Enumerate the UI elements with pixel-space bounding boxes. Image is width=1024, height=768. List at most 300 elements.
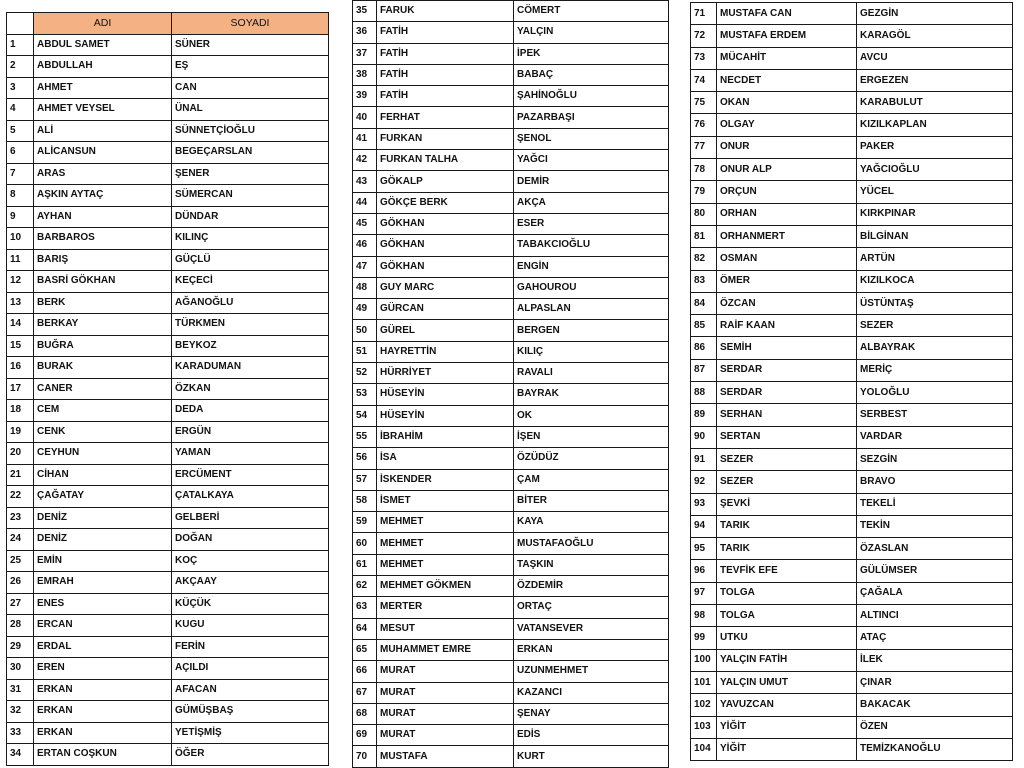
first-name-cell: ORÇUN [717,181,857,203]
table-row [691,404,1013,426]
last-name-cell: SÜNNETÇİOĞLU [172,120,329,142]
first-name-cell: CANER [34,378,172,400]
first-name-cell: BASRİ GÖKHAN [34,271,172,293]
first-name-cell: SEZER [717,448,857,470]
first-name-cell: NECDET [717,69,857,91]
table-row [353,43,669,64]
table-row [353,725,669,746]
first-name-cell: SEMİH [717,337,857,359]
first-name-cell: İSMET [377,490,514,511]
table-row [691,716,1013,738]
last-name-cell: YALÇIN [514,22,669,43]
row-number-cell: 30 [7,658,34,680]
row-number-cell: 75 [691,92,717,114]
first-name-cell: GÖKHAN [377,213,514,234]
first-name-cell: EMRAH [34,572,172,594]
last-name-cell: YETİŞMİŞ [172,722,329,744]
row-number-cell: 9 [7,206,34,228]
table-row [7,443,329,465]
first-name-cell: ABDUL SAMET [34,34,172,56]
table-row [691,448,1013,470]
table-row [7,163,329,185]
row-number-cell: 68 [353,703,377,724]
table-row [353,277,669,298]
header-row [7,13,329,35]
last-name-cell: BAYRAK [514,384,669,405]
last-name-cell: PAZARBAŞI [514,107,669,128]
table-row [7,486,329,508]
table-row [7,314,329,336]
row-number-cell: 43 [353,171,377,192]
table-row [7,722,329,744]
last-name-cell: ERGEZEN [857,69,1013,91]
last-name-cell: KUGU [172,615,329,637]
row-number-cell: 84 [691,292,717,314]
first-name-cell: ABDULLAH [34,56,172,78]
first-name-cell: EMİN [34,550,172,572]
first-name-cell: CİHAN [34,464,172,486]
row-number-cell: 2 [7,56,34,78]
last-name-cell: ŞENER [172,163,329,185]
roster-table-part-2 [352,0,669,768]
table-row [691,382,1013,404]
first-name-cell: ŞEVKİ [717,493,857,515]
last-name-cell: GÜÇLÜ [172,249,329,271]
row-number-cell: 56 [353,448,377,469]
row-number-cell: 80 [691,203,717,225]
row-number-cell: 54 [353,405,377,426]
table-row [7,615,329,637]
last-name-cell: GEZGİN [857,3,1013,25]
row-number-cell: 69 [353,725,377,746]
last-name-cell: DÜNDAR [172,206,329,228]
first-name-cell: RAİF KAAN [717,315,857,337]
last-name-cell: SÜNER [172,34,329,56]
first-name-cell: MEHMET GÖKMEN [377,576,514,597]
row-number-cell: 25 [7,550,34,572]
first-name-cell: AŞKIN AYTAÇ [34,185,172,207]
first-name-cell: ERCAN [34,615,172,637]
row-number-cell: 72 [691,25,717,47]
last-name-cell: KARAGÖL [857,25,1013,47]
table-row [691,560,1013,582]
last-name-cell: RAVALI [514,363,669,384]
last-name-cell: ÜSTÜNTAŞ [857,292,1013,314]
last-name-cell: BEYKOZ [172,335,329,357]
row-number-cell: 34 [7,744,34,766]
table-row [691,47,1013,69]
last-name-cell: YOLOĞLU [857,382,1013,404]
first-name-cell: MEHMET [377,533,514,554]
last-name-cell: İLEK [857,649,1013,671]
last-name-cell: MUSTAFAOĞLU [514,533,669,554]
first-name-cell: ERDAL [34,636,172,658]
table-row [7,292,329,314]
last-name-cell: GÜLÜMSER [857,560,1013,582]
table-row [691,493,1013,515]
last-name-cell: EŞ [172,56,329,78]
table-row [691,515,1013,537]
last-name-cell: DOĞAN [172,529,329,551]
row-number-cell: 65 [353,639,377,660]
table-row [7,507,329,529]
last-name-cell: SEZER [857,315,1013,337]
row-number-cell: 6 [7,142,34,164]
table-row [691,359,1013,381]
last-name-cell: SEZGİN [857,448,1013,470]
last-name-cell: ESER [514,213,669,234]
first-name-cell: FATİH [377,86,514,107]
first-name-cell: AYHAN [34,206,172,228]
table-row [353,703,669,724]
table-row [691,3,1013,25]
first-name-cell: YAVUZCAN [717,694,857,716]
first-name-cell: MESUT [377,618,514,639]
last-name-cell: ALPASLAN [514,299,669,320]
first-name-cell: SERHAN [717,404,857,426]
row-number-cell: 35 [353,1,377,22]
first-name-cell: TOLGA [717,582,857,604]
first-name-cell: ALİ [34,120,172,142]
first-name-cell: DENİZ [34,529,172,551]
table-row [353,512,669,533]
table-row [353,341,669,362]
last-name-cell: KARADUMAN [172,357,329,379]
row-number-cell: 85 [691,315,717,337]
first-name-cell: FARUK [377,1,514,22]
first-name-cell: MÜCAHİT [717,47,857,69]
row-number-cell: 21 [7,464,34,486]
table-row [353,150,669,171]
roster-table-part-3 [690,2,1013,761]
table-row [7,593,329,615]
table-row [7,99,329,121]
table-row [7,206,329,228]
last-name-cell: ÇINAR [857,671,1013,693]
table-row [353,639,669,660]
row-number-cell: 86 [691,337,717,359]
last-name-cell: KEÇECİ [172,271,329,293]
table-row [353,746,669,767]
last-name-cell: OK [514,405,669,426]
first-name-cell: ERTAN COŞKUN [34,744,172,766]
table-row [691,225,1013,247]
first-name-cell: UTKU [717,627,857,649]
row-number-cell: 82 [691,248,717,270]
first-name-cell: YİĞİT [717,738,857,760]
row-number-cell: 4 [7,99,34,121]
first-name-cell: MURAT [377,725,514,746]
row-number-cell: 57 [353,469,377,490]
row-number-cell: 23 [7,507,34,529]
row-number-cell: 14 [7,314,34,336]
row-number-cell: 55 [353,426,377,447]
row-number-cell: 78 [691,159,717,181]
row-number-cell: 98 [691,605,717,627]
first-name-cell: BARBAROS [34,228,172,250]
first-name-cell: ÖMER [717,270,857,292]
row-number-cell: 42 [353,150,377,171]
table-row [353,618,669,639]
first-name-cell: DENİZ [34,507,172,529]
table-row [691,270,1013,292]
header-first-name: ADI [34,13,172,35]
last-name-cell: ERKAN [514,639,669,660]
first-name-cell: ERKAN [34,701,172,723]
row-number-cell: 41 [353,128,377,149]
last-name-cell: İŞEN [514,426,669,447]
row-number-cell: 64 [353,618,377,639]
table-row [353,107,669,128]
first-name-cell: FURKAN TALHA [377,150,514,171]
row-number-cell: 17 [7,378,34,400]
table-row [353,128,669,149]
last-name-cell: ÇATALKAYA [172,486,329,508]
table-row [7,572,329,594]
row-number-cell: 81 [691,225,717,247]
table-row [691,136,1013,158]
first-name-cell: BERK [34,292,172,314]
first-name-cell: CEM [34,400,172,422]
last-name-cell: KARABULUT [857,92,1013,114]
row-number-cell: 12 [7,271,34,293]
last-name-cell: FERİN [172,636,329,658]
first-name-cell: MUSTAFA CAN [717,3,857,25]
row-number-cell: 10 [7,228,34,250]
table-row [353,661,669,682]
table-row [7,400,329,422]
table-row [7,464,329,486]
row-number-cell: 83 [691,270,717,292]
last-name-cell: KIZILKAPLAN [857,114,1013,136]
row-number-cell: 20 [7,443,34,465]
header-corner-cell [7,13,34,35]
row-number-cell: 104 [691,738,717,760]
table-row [7,744,329,766]
row-number-cell: 95 [691,538,717,560]
last-name-cell: AFACAN [172,679,329,701]
last-name-cell: MERİÇ [857,359,1013,381]
first-name-cell: İSA [377,448,514,469]
table-row [691,649,1013,671]
row-number-cell: 66 [353,661,377,682]
last-name-cell: KIZILKOCA [857,270,1013,292]
table-row [7,335,329,357]
row-number-cell: 100 [691,649,717,671]
row-number-cell: 26 [7,572,34,594]
table-row [353,235,669,256]
last-name-cell: BABAÇ [514,64,669,85]
row-number-cell: 94 [691,515,717,537]
row-number-cell: 103 [691,716,717,738]
first-name-cell: YALÇIN FATİH [717,649,857,671]
last-name-cell: ENGİN [514,256,669,277]
row-number-cell: 37 [353,43,377,64]
table-row [353,405,669,426]
row-number-cell: 15 [7,335,34,357]
row-number-cell: 32 [7,701,34,723]
row-number-cell: 3 [7,77,34,99]
table-row [353,22,669,43]
row-number-cell: 77 [691,136,717,158]
table-row [7,77,329,99]
row-number-cell: 51 [353,341,377,362]
last-name-cell: GÜMÜŞBAŞ [172,701,329,723]
table-row [353,533,669,554]
table-row [353,1,669,22]
row-number-cell: 93 [691,493,717,515]
table-row [7,271,329,293]
last-name-cell: KAZANCI [514,682,669,703]
first-name-cell: İBRAHİM [377,426,514,447]
row-number-cell: 28 [7,615,34,637]
first-name-cell: MEHMET [377,512,514,533]
first-name-cell: ÇAĞATAY [34,486,172,508]
first-name-cell: OKAN [717,92,857,114]
header-last-name: SOYADI [172,13,329,35]
last-name-cell: ALTINCI [857,605,1013,627]
last-name-cell: ÇAM [514,469,669,490]
first-name-cell: FERHAT [377,107,514,128]
row-number-cell: 92 [691,471,717,493]
table-row [7,378,329,400]
last-name-cell: SÜMERCAN [172,185,329,207]
table-row [353,448,669,469]
first-name-cell: CEYHUN [34,443,172,465]
table-row [691,114,1013,136]
last-name-cell: PAKER [857,136,1013,158]
row-number-cell: 61 [353,554,377,575]
row-number-cell: 52 [353,363,377,384]
row-number-cell: 60 [353,533,377,554]
row-number-cell: 96 [691,560,717,582]
first-name-cell: ORHAN [717,203,857,225]
table-row [691,738,1013,760]
first-name-cell: MURAT [377,703,514,724]
first-name-cell: CENK [34,421,172,443]
first-name-cell: ENES [34,593,172,615]
row-number-cell: 24 [7,529,34,551]
last-name-cell: AKÇAAY [172,572,329,594]
last-name-cell: GELBERİ [172,507,329,529]
first-name-cell: SERDAR [717,382,857,404]
last-name-cell: AÇILDI [172,658,329,680]
table-row [353,363,669,384]
first-name-cell: GÖKHAN [377,235,514,256]
row-number-cell: 87 [691,359,717,381]
first-name-cell: OLGAY [717,114,857,136]
table-row [691,92,1013,114]
first-name-cell: ARAS [34,163,172,185]
row-number-cell: 101 [691,671,717,693]
table-row [7,120,329,142]
table-row [353,426,669,447]
last-name-cell: YAMAN [172,443,329,465]
row-number-cell: 49 [353,299,377,320]
row-number-cell: 58 [353,490,377,511]
row-number-cell: 19 [7,421,34,443]
table-row [7,529,329,551]
table-row [691,627,1013,649]
first-name-cell: GÜRCAN [377,299,514,320]
last-name-cell: VARDAR [857,426,1013,448]
first-name-cell: MURAT [377,661,514,682]
first-name-cell: GUY MARC [377,277,514,298]
row-number-cell: 18 [7,400,34,422]
last-name-cell: ÖZEN [857,716,1013,738]
table-row [353,384,669,405]
first-name-cell: EREN [34,658,172,680]
last-name-cell: BİTER [514,490,669,511]
row-number-cell: 22 [7,486,34,508]
table-row [7,228,329,250]
row-number-cell: 62 [353,576,377,597]
last-name-cell: TAŞKIN [514,554,669,575]
first-name-cell: MEHMET [377,554,514,575]
last-name-cell: ÖĞER [172,744,329,766]
table-row [353,597,669,618]
row-number-cell: 63 [353,597,377,618]
last-name-cell: KURT [514,746,669,767]
row-number-cell: 99 [691,627,717,649]
table-row [7,421,329,443]
last-name-cell: TEMİZKANOĞLU [857,738,1013,760]
first-name-cell: ALİCANSUN [34,142,172,164]
last-name-cell: VATANSEVER [514,618,669,639]
last-name-cell: ŞENOL [514,128,669,149]
table-row [7,357,329,379]
table-row [691,671,1013,693]
last-name-cell: ALBAYRAK [857,337,1013,359]
row-number-cell: 38 [353,64,377,85]
last-name-cell: ÖZDEMİR [514,576,669,597]
first-name-cell: HÜSEYİN [377,384,514,405]
first-name-cell: MUSTAFA [377,746,514,767]
first-name-cell: MUHAMMET EMRE [377,639,514,660]
last-name-cell: ÖZÜDÜZ [514,448,669,469]
last-name-cell: ARTÜN [857,248,1013,270]
table-row [353,256,669,277]
first-name-cell: HÜRRİYET [377,363,514,384]
last-name-cell: KÜÇÜK [172,593,329,615]
first-name-cell: GÖKALP [377,171,514,192]
last-name-cell: BEGEÇARSLAN [172,142,329,164]
table-row [353,64,669,85]
last-name-cell: KOÇ [172,550,329,572]
last-name-cell: ERCÜMENT [172,464,329,486]
row-number-cell: 31 [7,679,34,701]
row-number-cell: 44 [353,192,377,213]
table-row [691,292,1013,314]
last-name-cell: KIRKPINAR [857,203,1013,225]
last-name-cell: YAĞCIOĞLU [857,159,1013,181]
table-row [691,582,1013,604]
last-name-cell: UZUNMEHMET [514,661,669,682]
last-name-cell: ŞAHİNOĞLU [514,86,669,107]
table-row [691,426,1013,448]
first-name-cell: GÖKHAN [377,256,514,277]
table-row [7,636,329,658]
table-row [353,469,669,490]
last-name-cell: AKÇA [514,192,669,213]
first-name-cell: BARIŞ [34,249,172,271]
row-number-cell: 90 [691,426,717,448]
row-number-cell: 53 [353,384,377,405]
last-name-cell: TÜRKMEN [172,314,329,336]
last-name-cell: BAKACAK [857,694,1013,716]
table-row [7,185,329,207]
row-number-cell: 36 [353,22,377,43]
